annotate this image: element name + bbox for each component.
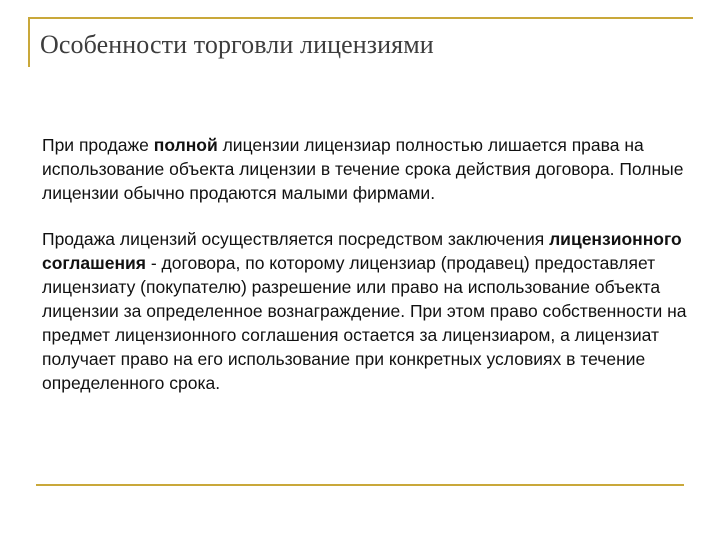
bottom-divider <box>36 484 684 486</box>
paragraph-full-license <box>42 133 692 205</box>
paragraph-1-text-end: лицензии лицензиар полностью лишается права на использование объекта лицензии в течение срока действия договора. Полные лицензии обычно продаются малыми фирмами. <box>42 135 684 203</box>
slide-body <box>42 133 692 395</box>
paragraph-1-text-start: При продаже <box>42 135 154 155</box>
paragraph-2-text-start: Продажа лицензий осуществляется посредством заключения <box>42 229 550 249</box>
paragraph-2-bold-term: лицензионного соглашения <box>42 229 682 273</box>
slide-title: Особенности торговли лицензиями <box>40 30 434 59</box>
paragraph-1-bold-term: полной <box>153 135 218 155</box>
paragraph-2-text-end: - договора, по которому лицензиар (продавец) предоставляет лицензиату (покупателю) разрешение или право на использование объекта лицензии за определенное вознаграждение. При этом право собственности на предмет лицензионного соглашения остается за лицензиаром, а лицензиат получает право на его использование при конкретных условиях в течение определенного срока. <box>42 253 687 393</box>
paragraph-license-agreement <box>42 227 692 395</box>
